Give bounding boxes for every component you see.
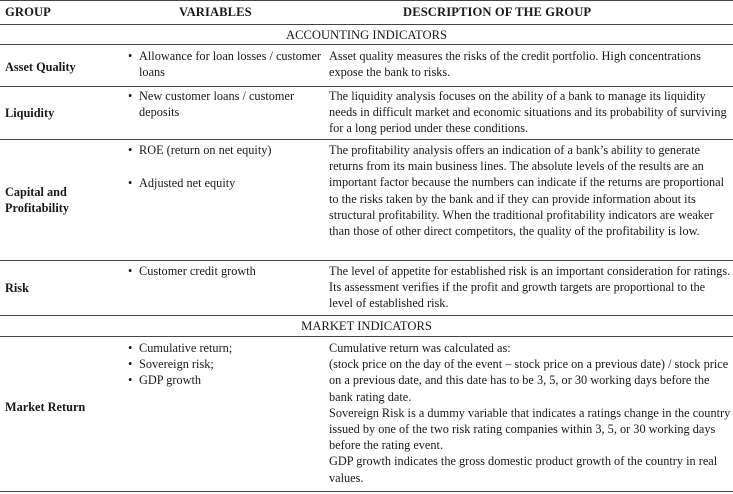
- row-description-liquidity: The liquidity analysis focuses on the ability of a bank to manage its liquidity needs in difficult market and economic situations and its probability of surviving for a long period under these conditions.: [329, 89, 727, 136]
- description-paragraph: GDP growth indicates the gross domestic product growth of the country in real values.: [329, 454, 718, 485]
- list-item: • Allowance for loan losses / customer loans: [128, 48, 324, 80]
- header-variables: VARIABLES: [179, 5, 252, 19]
- row-rule: [0, 315, 733, 316]
- row-description-risk: The level of appetite for established risk is an important consideration for ratings. Its assessment verifies if the profit and growth targets are proportional to the level of established risk.: [329, 264, 731, 311]
- table-bottom-rule: [0, 491, 733, 492]
- row-variables-market-return: [128, 340, 324, 389]
- list-item: • ROE (return on net equity): [128, 142, 324, 158]
- row-variables-risk: [128, 263, 324, 279]
- description-paragraph: Sovereign Risk is a dummy variable that indicates a ratings change in the country issued by one of the two risk rating companies within 3, 5, or 30 working days before the rating event.: [329, 405, 731, 453]
- list-item: • Sovereign risk;: [128, 356, 324, 372]
- row-description-market-return: [329, 340, 731, 486]
- section-rule: [0, 44, 733, 45]
- header-description: DESCRIPTION OF THE GROUP: [403, 5, 592, 19]
- row-group-liquidity: Liquidity: [5, 105, 55, 120]
- row-group-risk: Risk: [5, 280, 29, 295]
- row-rule: [0, 86, 733, 87]
- row-variables-liquidity: [128, 88, 324, 120]
- list-item: • Customer credit growth: [128, 263, 324, 279]
- description-paragraph: Cumulative return was calculated as:: [329, 341, 511, 355]
- row-group-capital-profitability: Capital and Profitability: [5, 184, 69, 215]
- list-item: • Cumulative return;: [128, 340, 324, 356]
- row-group-asset-quality: Asset Quality: [5, 59, 76, 74]
- table-top-rule: [0, 0, 733, 1]
- section-accounting-indicators: ACCOUNTING INDICATORS: [285, 28, 448, 42]
- header-group: GROUP: [5, 5, 51, 19]
- row-variables-capital-profitability: [128, 142, 324, 191]
- list-item: • Adjusted net equity: [128, 175, 324, 191]
- description-paragraph: (stock price on the day of the event – stock price on a previous date) / stock price on a previous date, and this date has to be 3, 5, or 30 working days before the bank rating date.: [329, 357, 729, 404]
- row-variables-asset-quality: [128, 48, 324, 80]
- header-rule: [0, 24, 733, 25]
- section-market-indicators: MARKET INDICATORS: [301, 319, 432, 333]
- row-rule: [0, 139, 733, 140]
- section-rule: [0, 336, 733, 337]
- row-group-market-return: Market Return: [5, 399, 86, 414]
- row-description-capital-profitability: The profitability analysis offers an indication of a bank’s ability to generate returns from its main business lines. The absolute levels of the results are an important factor because the numbers can indicate if the returns are proportional to the risks taken by the bank and if they can provide information about its structural profitability. When the traditional profitability indicators are weaker than those of other direct competitors, the quality of the profitability is low.: [329, 143, 725, 239]
- row-rule: [0, 260, 733, 261]
- row-description-asset-quality: Asset quality measures the risks of the credit portfolio. High concentrations expose the bank to risks.: [329, 49, 701, 80]
- list-item: • GDP growth: [128, 372, 324, 388]
- list-item: • New customer loans / customer deposits: [128, 88, 324, 120]
